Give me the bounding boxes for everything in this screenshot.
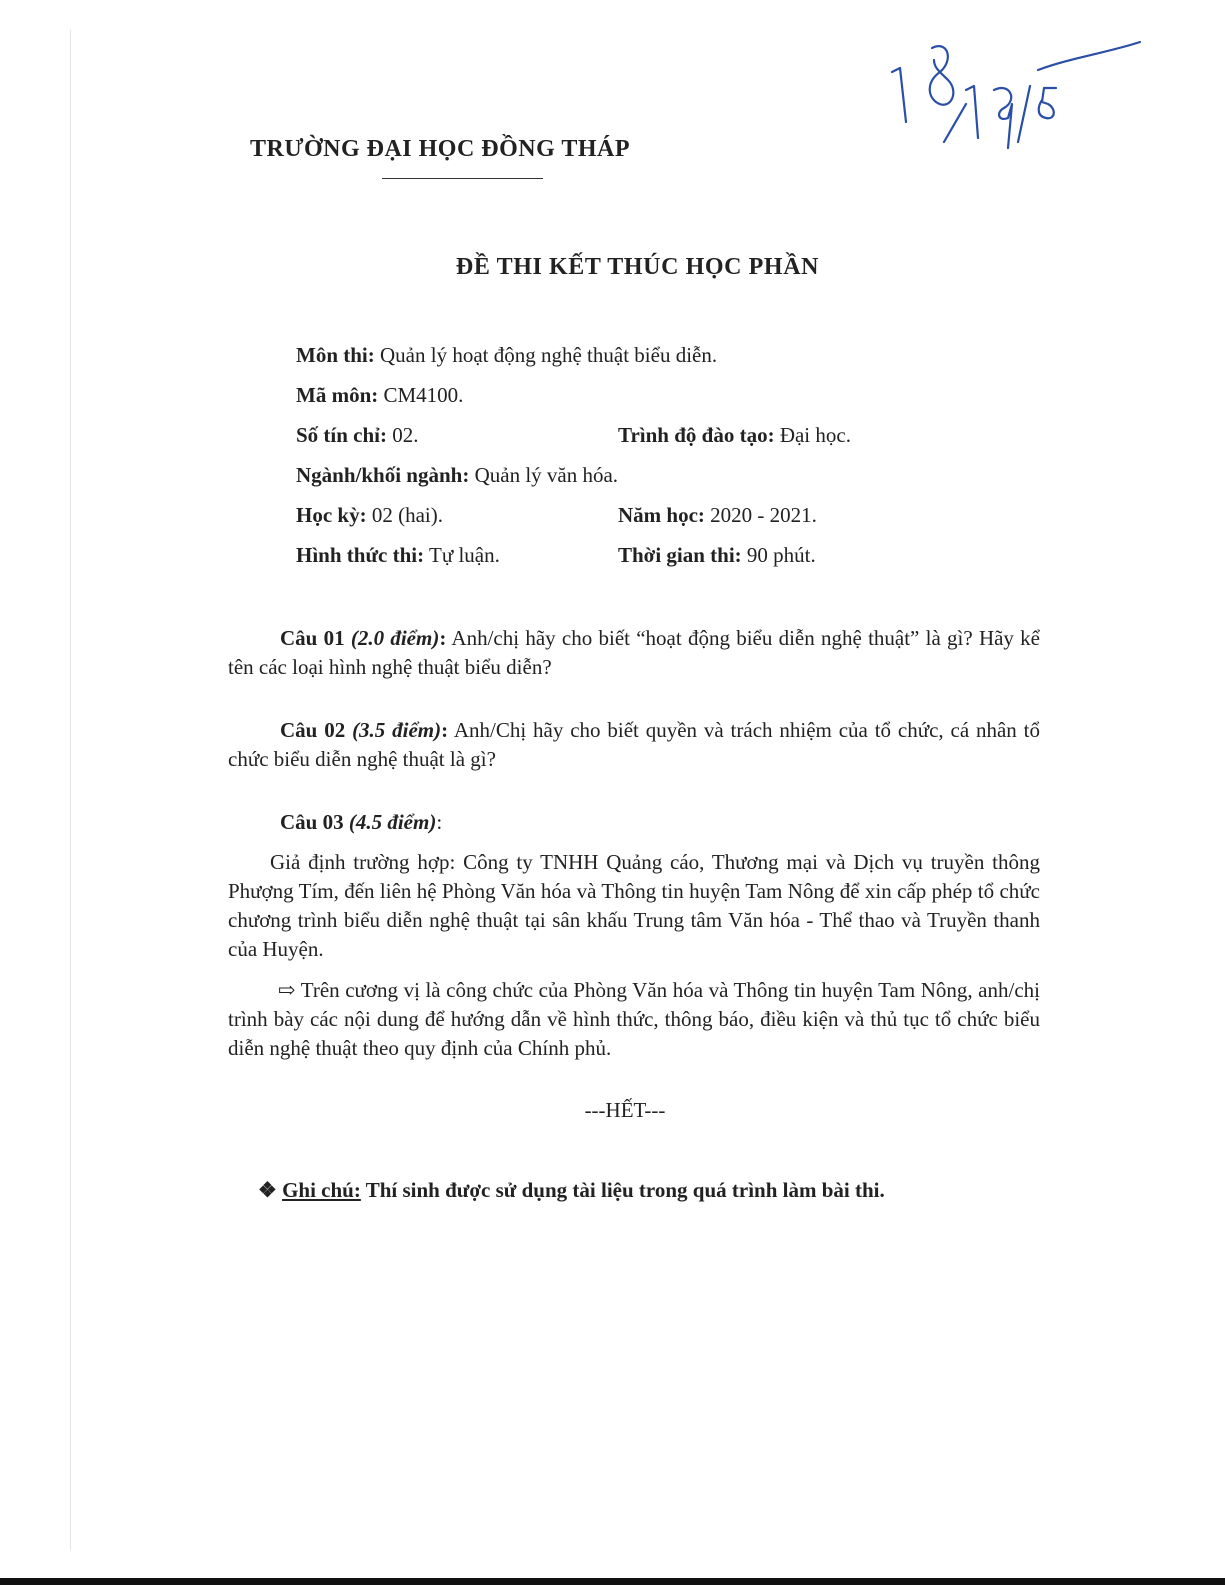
semester-label: Học kỳ: (296, 503, 367, 527)
code-label: Mã môn: (296, 383, 379, 407)
time-value: 90 phút. (741, 543, 816, 567)
school-name: TRƯỜNG ĐẠI HỌC ĐỒNG THÁP (250, 136, 631, 162)
credits-label: Số tín chỉ: (296, 423, 388, 447)
question-3-points: (4.5 điểm) (348, 810, 437, 834)
question-3-scenario (228, 848, 1040, 964)
exam-title: ĐỀ THI KẾT THÚC HỌC PHẦN (455, 254, 820, 280)
major-value: Quản lý văn hóa. (469, 463, 619, 487)
question-1-colon: : (439, 626, 447, 650)
time-row (618, 542, 816, 568)
semester-row (296, 502, 443, 528)
credits-value: 02. (387, 423, 419, 447)
form-label: Hình thức thi: (296, 543, 425, 567)
scan-bottom-border (0, 1578, 1225, 1585)
question-1 (228, 624, 1040, 682)
level-row (618, 422, 851, 448)
major-row (296, 462, 618, 488)
subject-row (296, 342, 717, 368)
level-value: Đại học. (774, 423, 851, 447)
subject-value: Quản lý hoạt động nghệ thuật biểu diễn. (374, 343, 718, 367)
question-2-points: (3.5 điểm) (352, 718, 442, 742)
diamond-bullet-icon: ❖ (258, 1178, 277, 1202)
question-2-text: Anh/Chị hãy cho biết quyền và trách nhiệm của tổ chức, cá nhân tổ chức biểu diễn nghệ thuật là gì? (228, 718, 1040, 771)
subject-label: Môn thi: (296, 343, 375, 367)
note (258, 1178, 885, 1203)
note-label: Ghi chú: (282, 1178, 361, 1202)
time-label: Thời gian thi: (618, 543, 742, 567)
question-2 (228, 716, 1040, 774)
question-3-scenario-text: Giả định trường hợp: Công ty TNHH Quảng cáo, Thương mại và Dịch vụ truyền thông Phượng Tím, đến liên hệ Phòng Văn hóa và Thông tin huyện Tam Nông để xin cấp phép tổ chức chương trình biểu diễn nghệ thuật tại sân khấu Trung tâm Văn hóa - Thể thao và Truyền thanh của Huyện. (228, 850, 1040, 961)
year-row (618, 502, 817, 528)
question-3-task-text: Trên cương vị là công chức của Phòng Văn hóa và Thông tin huyện Tam Nông, anh/chị trình bày các nội dung để hướng dẫn về hình thức, thông báo, điều kiện và thủ tục tổ chức biểu diễn nghệ thuật theo quy định của Chính phủ. (228, 978, 1040, 1060)
form-row (296, 542, 500, 568)
handwritten-mark (870, 30, 1150, 150)
question-3-task (228, 976, 1040, 1063)
note-text: Thí sinh được sử dụng tài liệu trong quá trình làm bài thi. (360, 1178, 885, 1202)
question-2-label: Câu 02 (280, 718, 346, 742)
question-3-heading (228, 808, 1040, 837)
question-1-label: Câu 01 (280, 626, 345, 650)
credits-row (296, 422, 419, 448)
form-value: Tự luận. (424, 543, 500, 567)
year-label: Năm học: (618, 503, 705, 527)
question-1-text: Anh/chị hãy cho biết “hoạt động biểu diễn nghệ thuật” là gì? Hãy kể tên các loại hình nghệ thuật biểu diễn? (228, 626, 1040, 679)
major-label: Ngành/khối ngành: (296, 463, 470, 487)
year-value: 2020 - 2021. (704, 503, 817, 527)
question-2-colon: : (441, 718, 449, 742)
code-value: CM4100. (378, 383, 464, 407)
question-1-points: (2.0 điểm) (350, 626, 440, 650)
school-name-underline (382, 178, 543, 179)
question-3-colon: : (436, 810, 443, 834)
semester-value: 02 (hai). (366, 503, 443, 527)
question-3-label: Câu 03 (280, 810, 344, 834)
arrow-icon: ⇨ (278, 978, 296, 1002)
end-marker: ---HẾT--- (584, 1098, 666, 1122)
level-label: Trình độ đào tạo: (618, 423, 775, 447)
code-row (296, 382, 463, 408)
